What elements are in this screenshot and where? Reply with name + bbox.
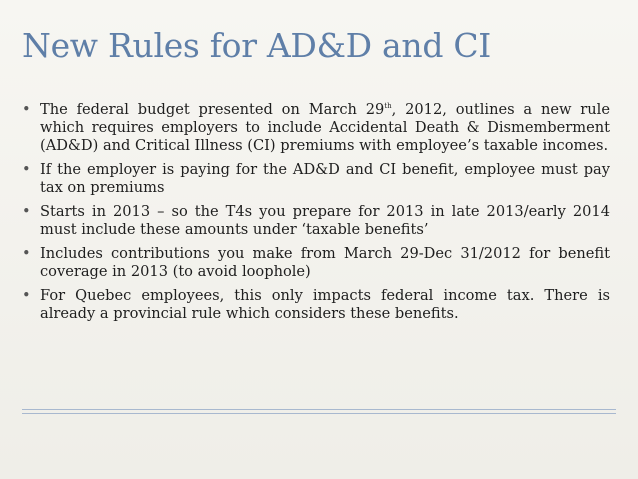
bullet-text: For Quebec employees, this only impacts federal income tax. There is already a provincial rule which considers these benefits. bbox=[40, 287, 610, 322]
bullet-text: If the employer is paying for the AD&D and CI benefit, employee must pay tax on premiums bbox=[40, 161, 610, 196]
bullet-item-contributions bbox=[22, 245, 610, 281]
bullet-text: Starts in 2013 – so the T4s you prepare for 2013 in late 2013/early 2014 must include these amounts under ‘taxable benefits’ bbox=[40, 203, 610, 238]
bullet-item-employer-paying bbox=[22, 161, 610, 197]
bullet-text-part: , 2012, outlines a new rule which requires employers to include Accidental Death & Dismemberment (AD&D) and Critical Illness (CI) premiums with employee’s taxable incomes. bbox=[40, 101, 610, 154]
bullet-list bbox=[22, 101, 610, 329]
bullet-dot-icon: • bbox=[22, 203, 31, 220]
bullet-text: Includes contributions you make from March 29-Dec 31/2012 for benefit coverage in 2013 (to avoid loophole) bbox=[40, 245, 610, 280]
ordinal-superscript: th bbox=[384, 102, 392, 111]
bullet-dot-icon: • bbox=[22, 287, 31, 304]
bullet-item-budget bbox=[22, 101, 610, 155]
bullet-dot-icon: • bbox=[22, 101, 31, 118]
bullet-dot-icon: • bbox=[22, 245, 31, 262]
bullet-item-starts-2013 bbox=[22, 203, 610, 239]
divider-line bbox=[22, 413, 616, 414]
bullet-text-part: The federal budget presented on March 29 bbox=[40, 101, 385, 118]
slide-title: New Rules for AD&D and CI bbox=[22, 26, 492, 65]
divider-line bbox=[22, 409, 616, 410]
bullet-item-quebec bbox=[22, 287, 610, 323]
bullet-text bbox=[40, 101, 610, 154]
bullet-dot-icon: • bbox=[22, 161, 31, 178]
